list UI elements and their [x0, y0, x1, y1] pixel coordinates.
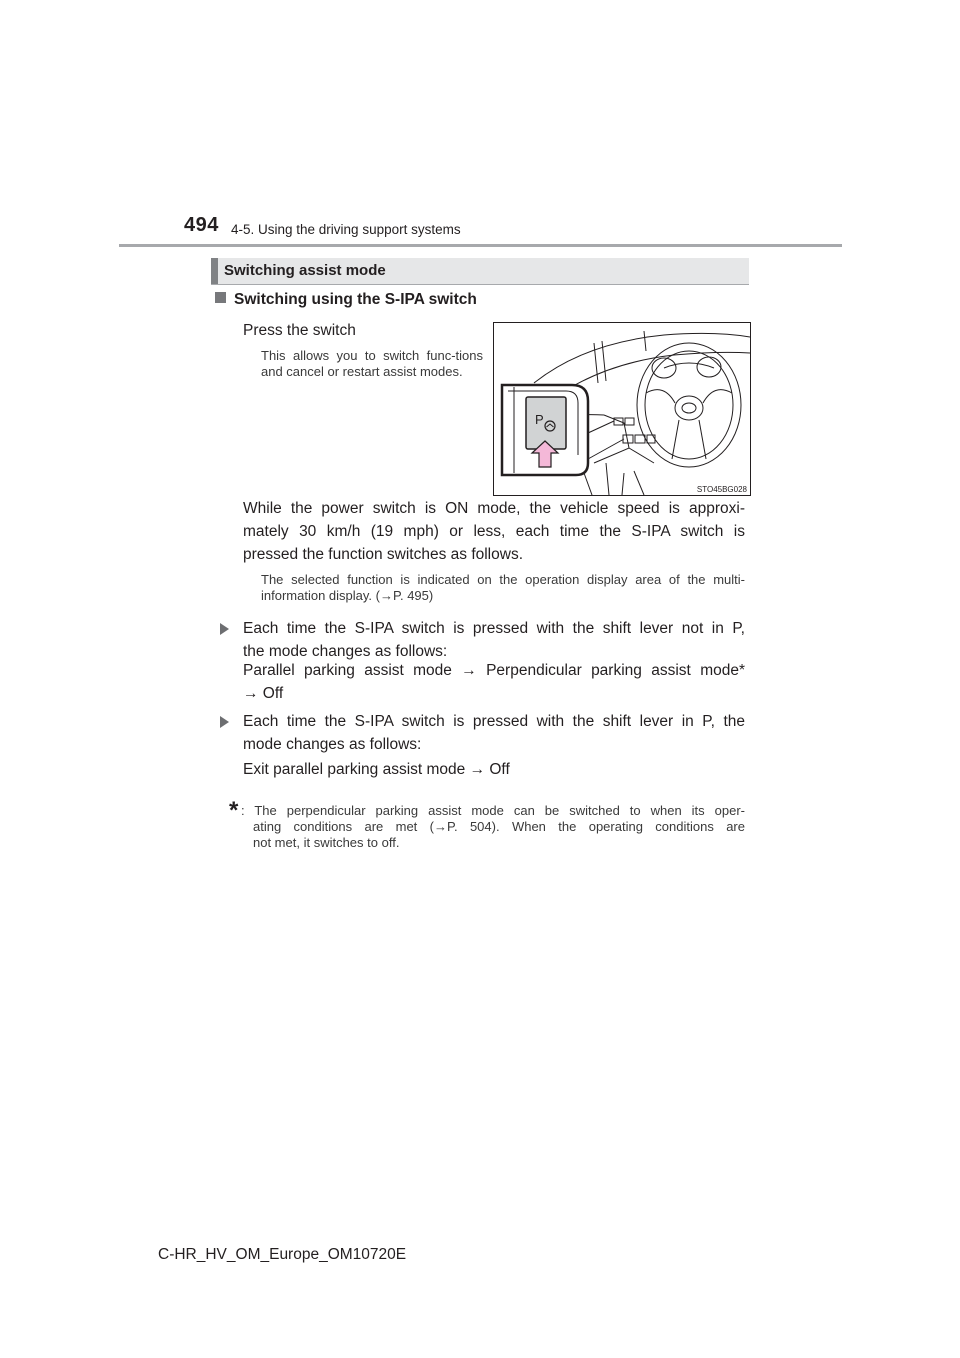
footnote: [241, 803, 745, 851]
footnote-line: ating conditions are met (→P. 504). When the operating conditions are: [253, 819, 745, 834]
dashboard-drawing: [494, 323, 750, 495]
footnote-marker: *: [229, 797, 239, 824]
paragraph-note: The selected function is indicated on the operation display area of the multi-information display. (→P. 495): [261, 572, 745, 603]
section-title: Switching assist mode: [224, 262, 386, 279]
instruction-text: Press the switch: [243, 322, 356, 339]
paragraph-line: mately 30 km/h (19 mph) or less, each time the S-IPA switch is: [243, 523, 745, 540]
section-tab-marker: [211, 258, 218, 284]
square-bullet-icon: [215, 292, 226, 303]
function-paragraph: [243, 497, 745, 566]
figure-code: STO45BG028: [696, 485, 747, 494]
sequence-line: Parallel parking assist mode → Perpendicular parking assist mode*: [243, 662, 745, 679]
bullet-text: [243, 710, 745, 756]
section-header: [211, 258, 749, 285]
mode-sequence: [243, 659, 745, 705]
switch-callout: [502, 385, 588, 475]
mode-sequence: Exit parallel parking assist mode → Off: [243, 761, 510, 778]
sequence-line: → Off: [243, 685, 284, 702]
switch-letter: P: [535, 412, 544, 427]
triangle-bullet-icon: [220, 623, 229, 635]
footnote-line: : The perpendicular parking assist mode can be switched to when its oper-: [241, 803, 745, 818]
header-divider: [119, 244, 842, 247]
bullet-line: the mode changes as follows:: [243, 643, 448, 660]
footnote-line: not met, it switches to off.: [253, 835, 400, 850]
instruction-note: This allows you to switch func-tions and cancel or restart assist modes.: [261, 348, 483, 379]
chapter-title: 4-5. Using the driving support systems: [231, 222, 461, 237]
paragraph-line: While the power switch is ON mode, the vehicle speed is approxi-: [243, 500, 745, 517]
subsection-heading: [215, 291, 477, 309]
subsection-title: Switching using the S-IPA switch: [234, 291, 477, 308]
bullet-line: mode changes as follows:: [243, 736, 422, 753]
triangle-bullet-icon: [220, 716, 229, 728]
s-ipa-switch-illustration: [493, 322, 751, 496]
document-code: C-HR_HV_OM_Europe_OM10720E: [158, 1246, 407, 1263]
bullet-line: Each time the S-IPA switch is pressed with the shift lever in P, the: [243, 713, 745, 730]
paragraph-line: pressed the function switches as follows.: [243, 546, 523, 563]
bullet-line: Each time the S-IPA switch is pressed with the shift lever not in P,: [243, 620, 745, 637]
page-number: 494: [184, 214, 219, 236]
bullet-text: [243, 617, 745, 663]
